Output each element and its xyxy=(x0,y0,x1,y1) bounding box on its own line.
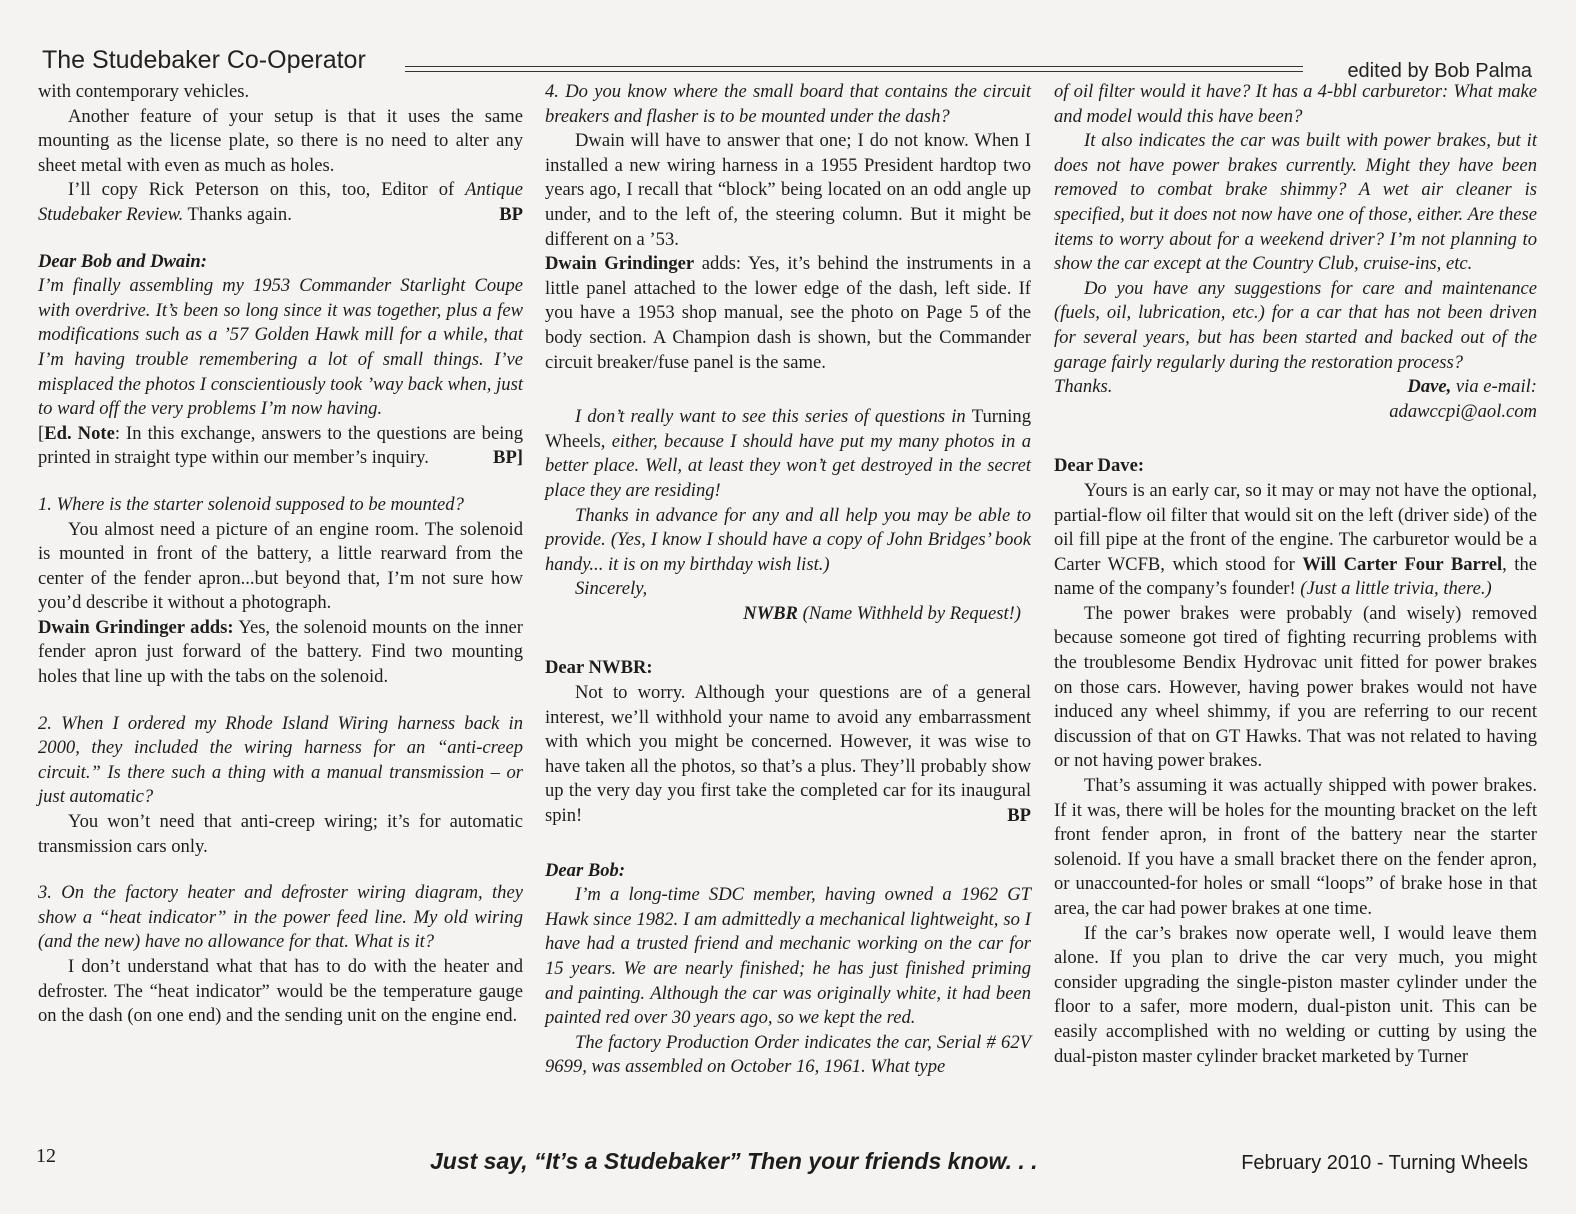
letter-closing xyxy=(1054,375,1537,400)
answer xyxy=(545,252,1031,375)
signer-email: adawccpi@aol.com xyxy=(1389,400,1537,422)
question: 3. On the factory heater and defroster wiring diagram, they show a “heat indicator” in the power feed line. My old wiring (and the new) have no allowance for that. What is it? xyxy=(38,882,523,953)
letter-salutation: Dear Bob and Dwain: xyxy=(38,250,207,272)
question: 2. When I ordered my Rhode Island Wiring harness back in 2000, they included the wiring harness for an “anti-creep circuit.” Is there such a thing with a manual transmission – or just automatic? xyxy=(38,712,523,808)
contributor-name: Dwain Grindinger adds: xyxy=(38,616,234,638)
header-rule-top xyxy=(405,66,1303,67)
text-run: via e-mail: xyxy=(1451,376,1537,398)
editor-credit: edited by Bob Palma xyxy=(1347,60,1532,82)
letter-signature xyxy=(545,602,1031,627)
footer-slogan: Just say, “It’s a Studebaker” Then your friends know. . . xyxy=(430,1148,1038,1174)
reply-salutation: Dear NWBR: xyxy=(545,657,653,679)
reply-text: The power brakes were probably (and wisely) removed because someone got tired of fighting recurring problems with the troublesome Bendix Hydrovac unit fitted for power brakes on those cars. However, having power brakes would not have induced any wheel shimmy, if you are referring to our recent discussion of that on GT Hawks. That was not related to having or not having power brakes. xyxy=(1054,602,1537,772)
text-run: , the name of the company’s founder! xyxy=(1054,553,1537,600)
letter-text: of oil filter would it have? It has a 4-bbl carburetor: What make and model would this have been? xyxy=(1054,81,1537,127)
question: 4. Do you know where the small board that contains the circuit breakers and flasher is to be mounted under the dash? xyxy=(545,81,1031,127)
issue-date: February 2010 - Turning Wheels xyxy=(1241,1152,1528,1174)
letter-salutation: Dear Bob: xyxy=(545,859,626,881)
aside: (Just a little trivia, there.) xyxy=(1300,578,1492,600)
text-run: I’ll copy Rick Peterson on this, too, Editor of xyxy=(68,179,466,201)
letter-text xyxy=(545,405,1031,503)
paragraph xyxy=(38,178,523,227)
letter-text: Thanks in advance for any and all help you may be able to provide. (Yes, I know I should have a copy of John Bridges’ book handy... it is on my birthday wish list.) xyxy=(545,504,1031,575)
reply-text xyxy=(1054,479,1537,602)
text-run: Yours is an early car, so it may or may not have the optional, partial-flow oil filter that would sit on the left (driver side) of the oil fill pipe at the front of the engine. The carburetor would be a Carter WCFB, which stood for xyxy=(1054,479,1537,575)
text-run: : In this exchange, answers to the questions are being printed in straight type within our member’s inquiry. xyxy=(38,422,523,469)
text-run: either, because I should have put my many photos in a better place. Well, at least they won’t get destroyed in the secret place they are residing! xyxy=(545,430,1031,501)
question: 1. Where is the starter solenoid supposed to be mounted? xyxy=(38,493,464,515)
editor-note xyxy=(38,422,523,471)
signature-initials: BP xyxy=(499,203,523,225)
text-run: adds: Yes, it’s behind the instruments in a little panel attached to the lower edge of the dash, left side. If you have a 1953 shop manual, see the photo on Page 5 of the body section. A Champion dash is shown, but the Commander circuit breaker/fuse panel is the same. xyxy=(545,253,1031,373)
text-run: I don’t really want to see this series of questions in xyxy=(575,406,972,428)
brand-name: Will Carter Four Barrel xyxy=(1302,553,1503,575)
paragraph: with contemporary vehicles. xyxy=(38,81,250,102)
text-run: Not to worry. Although your questions are of a general interest, we’ll withhold your name to avoid any embarrassment with which you might be concerned. However, it was wise to have taken all the photos, so that’s a plus. They’ll probably show up the very day you first take the completed car for its inaugural spin! xyxy=(545,682,1031,827)
publication-title: Antique Studebaker Review. xyxy=(38,179,523,225)
header-rule-bottom xyxy=(405,71,1303,72)
letter-closing: Sincerely, xyxy=(575,578,648,600)
text-run: Thanks again. xyxy=(183,203,292,225)
signature-initials: BP xyxy=(1007,805,1031,827)
letter-text: The factory Production Order indicates the car, Serial # 62V 9699, was assembled on October 16, 1961. What type xyxy=(545,1031,1031,1078)
reply-text: If the car’s brakes now operate well, I would leave them alone. If you plan to drive the car very much, you might consider upgrading the single-piston master cylinder under the floor to a safer, more modern, dual-piston unit. This can be easily accomplished with no welding or cutting by using the dual-piston master cylinder bracket marketed by Turner xyxy=(1054,922,1537,1067)
column-left xyxy=(38,80,523,1029)
paragraph: Another feature of your setup is that it uses the same mounting as the license plate, so there is no need to alter any sheet metal with even as much as holes. xyxy=(38,105,523,176)
reply-salutation: Dear Dave: xyxy=(1054,455,1145,477)
letter-text: I’m a long-time SDC member, having owned a 1962 GT Hawk since 1982. I am admittedly a mechanical lightweight, so I have had a trusted friend and mechanic working on the car for 15 years. We are nearly finished; he has just finished priming and painting. Although the car was originally white, it had been painted red over 30 years ago, so we kept the red. xyxy=(545,884,1031,1029)
letter-text: I’m finally assembling my 1953 Commander Starlight Coupe with overdrive. It’s been so long since it was together, plus a few modifications such as a ’57 Golden Hawk mill for a while, that I’m having trouble remembering a lot of small things. I’ve misplaced the photos I conscientiously took ’way back when, just to ward off the very problems I’m now having. xyxy=(38,275,523,420)
page-number: 12 xyxy=(36,1145,56,1167)
letter-text: Do you have any suggestions for care and maintenance (fuels, oil, lubrication, etc.) for a car that has not been driven for several years, but has been started and backed out of the garage fairly regularly during the restoration process? xyxy=(1054,277,1537,373)
column-middle xyxy=(545,80,1031,1080)
publication-title: Turning Wheels, xyxy=(545,406,1031,452)
text-run: Yes, the solenoid mounts on the inner fender apron just forward of the battery. Find two mounting holes that line up with the tabs on the solenoid. xyxy=(38,616,523,688)
answer: You almost need a picture of an engine room. The solenoid is mounted in front of the battery, a little rearward from the center of the fender apron...but beyond that, I’m not sure how you’d describe it without a photograph. xyxy=(38,518,523,614)
answer: You won’t need that anti-creep wiring; it’s for automatic transmission cars only. xyxy=(38,811,523,857)
signer-name: NWBR xyxy=(743,602,798,624)
reply-text xyxy=(545,681,1031,829)
magazine-section-title: The Studebaker Co-Operator xyxy=(42,46,366,74)
answer: Dwain will have to answer that one; I do not know. When I installed a new wiring harness in a 1955 President hardtop two years ago, I recall that “block” being located on an odd angle up under, and to the left of, the steering column. But it might be different on a ’53. xyxy=(545,130,1031,250)
signature-initials: BP] xyxy=(493,447,523,469)
text-run: (Name Withheld by Request!) xyxy=(797,602,1021,624)
answer: I don’t understand what that has to do with the heater and defroster. The “heat indicator” would be the temperature gauge on the dash (on one end) and the sending unit on the engine end. xyxy=(38,956,523,1027)
answer xyxy=(38,616,523,690)
signer-name: Dave, xyxy=(1407,376,1452,398)
reply-text: That’s assuming it was actually shipped with power brakes. If it was, there will be holes for the mounting bracket on the left front fender apron, in front of the battery near the starter solenoid. If you have a small bracket there on the fender apron, or unaccounted-for holes or small “loops” of brake hose in that area, the car had power brakes at one time. xyxy=(1054,775,1537,919)
text-run: [ xyxy=(38,422,45,444)
column-right xyxy=(1054,80,1537,1069)
text-run: Thanks. xyxy=(1054,376,1113,398)
contributor-name: Dwain Grindinger xyxy=(545,253,695,275)
editor-note-label: Ed. Note xyxy=(44,422,115,444)
letter-text: It also indicates the car was built with power brakes, but it does not have power brakes currently. Might they have been removed to combat brake shimmy? A wet air cleaner is specified, but it does not now have one of those, either. Are these items to worry about for a weekend driver? I’m not planning to show the car except at the Country Club, cruise-ins, etc. xyxy=(1054,130,1537,275)
